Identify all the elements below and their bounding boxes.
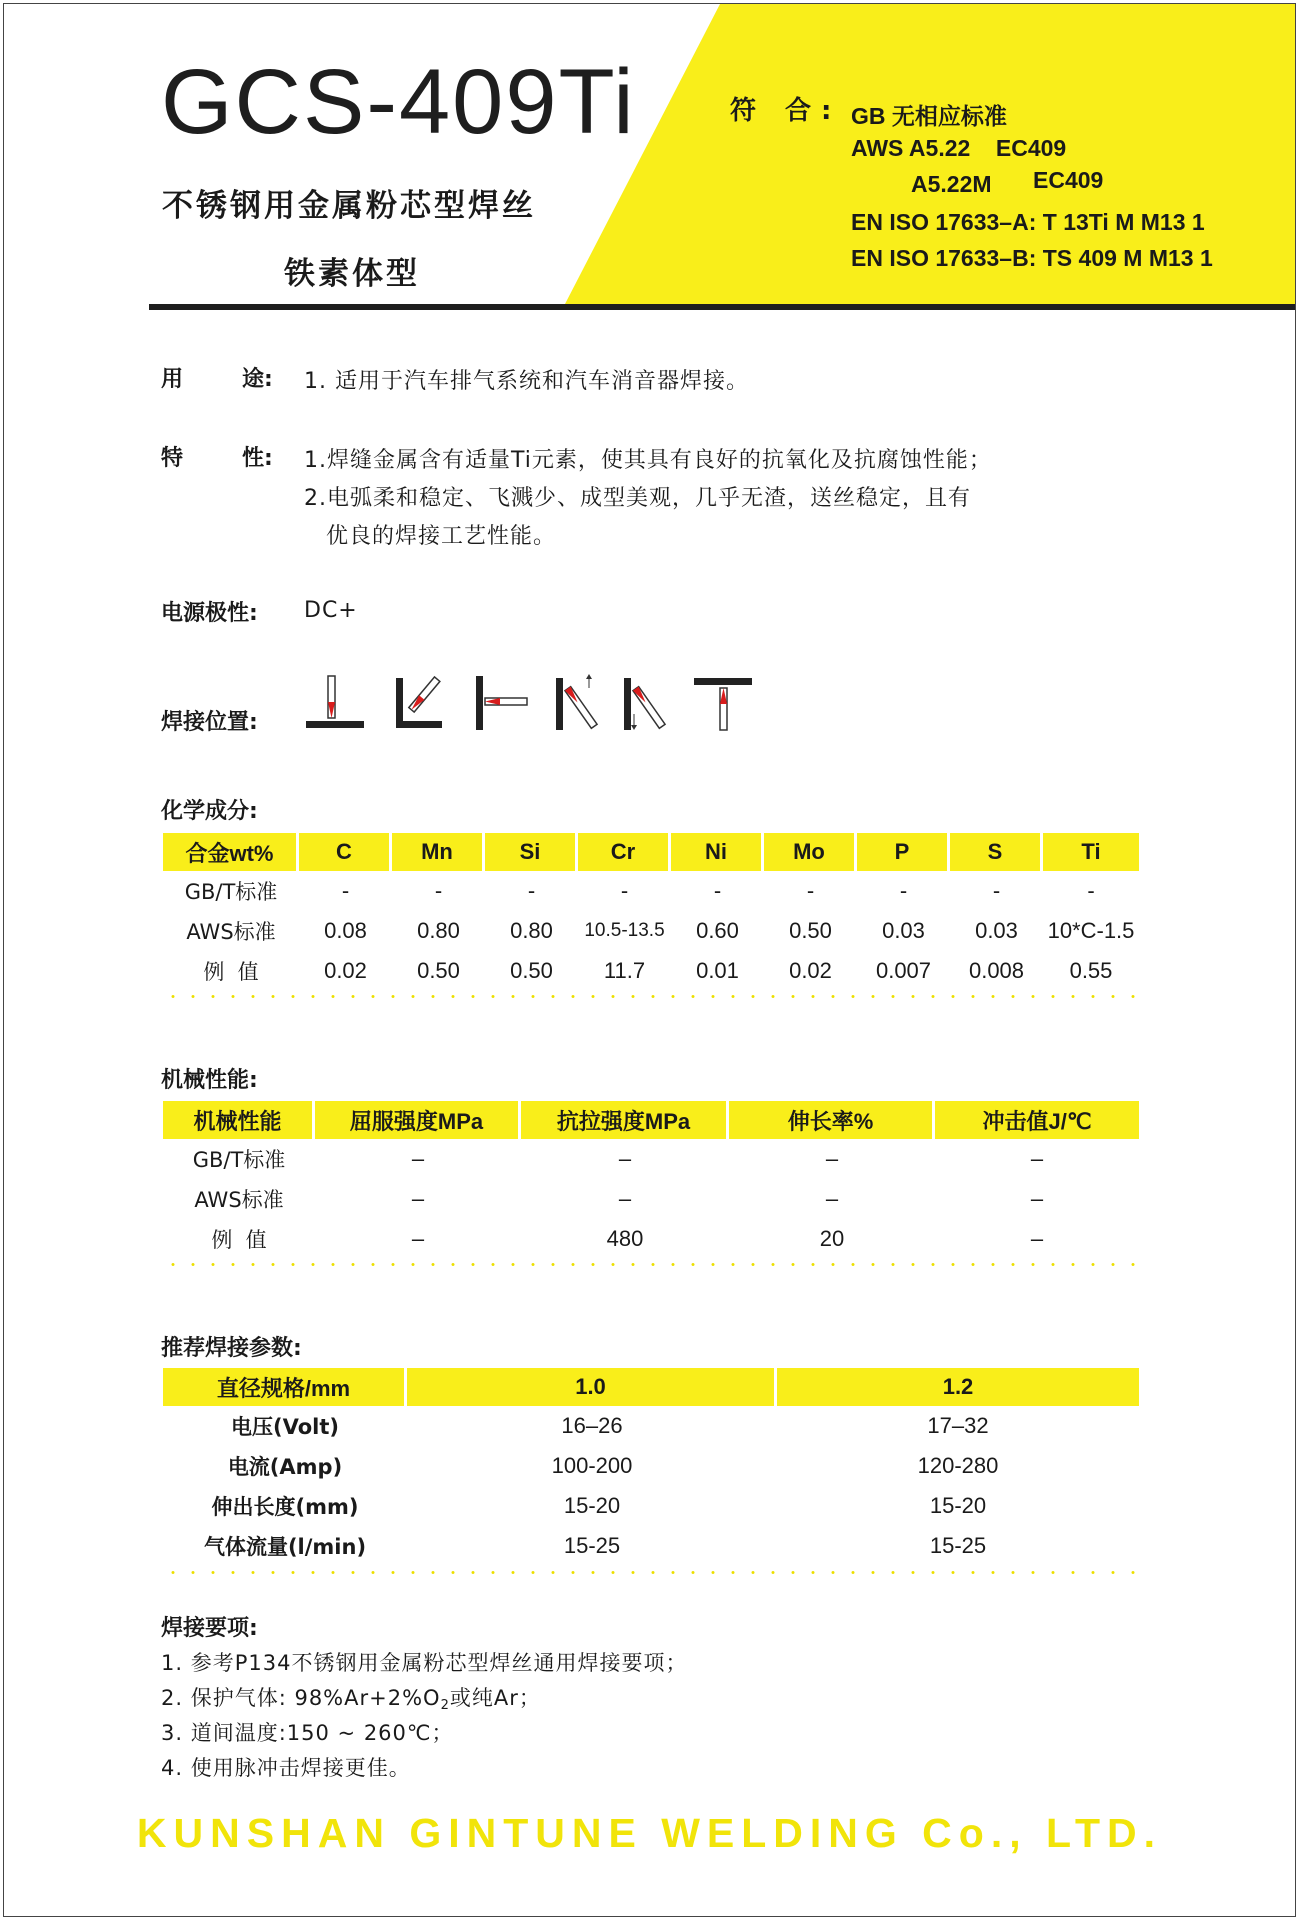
row-label: 伸出长度(mm) [211,1495,359,1519]
usage-label-b: 途: [242,367,273,392]
polarity-value: DC+ [304,598,358,623]
row-label: 电压(Volt) [231,1415,339,1439]
table-cell: – [825,1146,839,1171]
datasheet-page [3,3,1296,1917]
chemical-header-cell: P [857,833,950,871]
dotted-divider [163,1263,1139,1266]
vertical-up-icon [556,674,597,730]
dotted-divider [163,995,1139,998]
vertical-down-icon [624,678,665,730]
table-cell: 120-280 [917,1453,999,1478]
product-subtitle: 不锈钢用金属粉芯型焊丝 [162,188,536,224]
chemical-header-cell: Ni [671,833,764,871]
chemical-header-cell: C [299,833,392,871]
welding-positions-diagram [304,674,764,734]
flat-position-icon [306,676,364,728]
note-line-1: 1. 参考P134不锈钢用金属粉芯型焊丝通用焊接要项； [161,1651,688,1675]
table-cell: 0.03 [975,918,1018,943]
conform-standard-en-b: EN ISO 17633–B: TS 409 M M13 1 [851,245,1213,271]
features-label-a: 特 [161,446,184,471]
table-cell: 10*C-1.5 [1047,918,1135,943]
usage-text: 1. 适用于汽车排气系统和汽车消音器焊接。 [304,369,749,394]
table-row [163,871,1139,911]
note-line-2-tail: 或纯Ar； [449,1686,541,1710]
chemical-header-cell: Si [485,833,578,871]
table-cell: 16–26 [561,1413,623,1438]
table-cell: 0.80 [510,918,553,943]
table-row [163,1526,1139,1566]
chemical-table-header [163,833,1139,871]
params-header-cell: 1.0 [407,1368,777,1406]
row-label: 气体流量(l/min) [203,1535,367,1559]
chemical-header-cell: Mo [764,833,857,871]
table-cell: 0.50 [789,918,832,943]
table-cell: 10.5-13.5 [584,920,665,941]
chemical-header-cell: Cr [578,833,671,871]
table-cell: – [618,1186,632,1211]
table-row [163,1179,1139,1219]
table-row [163,1219,1139,1259]
row-label: GB/T标准 [192,1148,286,1172]
positions-label: 焊接位置: [161,710,258,735]
row-label: 例 值 [211,1228,267,1252]
conform-standard-aws-m-class: EC409 [1033,167,1104,193]
horizontal-fillet-icon [396,677,442,728]
mechanical-header-cell: 抗拉强度MPa [521,1101,729,1139]
features-line-3: 优良的焊接工艺性能。 [326,524,557,549]
table-cell: - [620,878,629,903]
mechanical-header-cell: 冲击值J/℃ [982,1108,1092,1134]
chemical-header-cell: Ti [1081,839,1101,864]
note-line-2 [161,1682,541,1713]
chemical-header-cell: Mn [392,833,485,871]
company-name: KUNSHAN GINTUNE WELDING Co., LTD. [136,1810,1163,1856]
conform-standard-gb: GB 无相应标准 [851,103,1007,129]
mechanical-header-cell: 屈服强度MPa [315,1101,521,1139]
table-cell: 0.60 [696,918,739,943]
table-cell: 0.50 [510,958,553,983]
row-label: 例 值 [203,960,259,984]
table-cell: 20 [819,1226,845,1251]
horizontal-position-icon [476,676,527,730]
table-cell: – [1030,1226,1044,1251]
table-cell: – [618,1146,632,1171]
table-row [163,951,1139,991]
table-cell: 0.008 [968,958,1025,983]
table-cell: 0.08 [324,918,367,943]
table-cell: – [1030,1146,1044,1171]
chemical-table [163,833,1139,991]
table-cell: – [825,1186,839,1211]
note-line-2-subscript: 2 [440,1698,450,1713]
chemical-title: 化学成分: [161,799,258,824]
table-cell: 0.55 [1069,958,1113,983]
table-cell: - [1087,878,1095,903]
params-header-cell: 直径规格/mm [163,1368,407,1406]
params-table-header [163,1368,1139,1406]
table-cell: - [899,878,908,903]
conform-standard-aws: AWS A5.22 EC409 [851,135,1067,161]
table-cell: 480 [606,1226,644,1251]
table-row [163,1139,1139,1179]
table-cell: 0.80 [417,918,460,943]
usage-label-a: 用 [161,367,184,392]
features-line-1: 1.焊缝金属含有适量Ti元素，使其具有良好的抗氧化及抗腐蚀性能； [304,448,992,473]
table-cell: 0.03 [882,918,925,943]
row-label: AWS标准 [186,920,276,944]
conform-standard-en-a: EN ISO 17633–A: T 13Ti M M13 1 [851,209,1205,235]
product-code: GCS-409Ti [161,51,636,153]
table-cell: - [341,878,350,903]
features-label-b: 性: [242,446,273,471]
row-label: GB/T标准 [184,880,278,904]
table-cell: – [411,1226,425,1251]
mechanical-table [163,1101,1139,1259]
table-row [163,1446,1139,1486]
note-line-4: 4. 使用脉冲击焊接更佳。 [161,1756,411,1780]
table-cell: 100-200 [551,1453,633,1478]
table-row [163,911,1139,951]
table-cell: 0.02 [324,958,367,983]
table-cell: 0.50 [417,958,460,983]
table-cell: 0.02 [789,958,832,983]
params-table [163,1368,1139,1566]
overhead-position-icon [694,678,752,730]
table-cell: - [434,878,443,903]
table-cell: 15-25 [563,1533,621,1558]
table-cell: - [527,878,536,903]
dotted-divider [163,1571,1139,1574]
note-line-3: 3. 道间温度:150 ~ 260℃； [161,1721,454,1745]
table-cell: 15-20 [929,1493,987,1518]
table-cell: 15-20 [563,1493,621,1518]
row-label: 电流(Amp) [227,1455,343,1479]
chemical-header-cell: 合金wt% [163,833,299,871]
table-cell: 17–32 [927,1413,989,1438]
mechanical-header-cell: 伸长率% [729,1101,935,1139]
table-cell: - [713,878,722,903]
row-label: AWS标准 [194,1188,284,1212]
polarity-label: 电源极性: [161,601,258,626]
notes-title: 焊接要项: [161,1616,258,1641]
table-cell: 15-25 [929,1533,987,1558]
table-cell: 0.007 [875,958,932,983]
table-cell: – [411,1146,425,1171]
table-cell: 11.7 [603,958,646,983]
header-divider [149,304,1296,310]
params-title: 推荐焊接参数: [161,1336,302,1361]
features-line-2: 2.电弧柔和稳定、飞溅少、成型美观，几乎无渣，送丝稳定，且有 [304,486,971,511]
note-line-2-text: 2. 保护气体: 98%Ar+2%O [161,1686,441,1710]
table-cell: – [1030,1186,1044,1211]
conform-label: 符 合: [730,96,842,126]
chemical-header-cell: S [950,833,1043,871]
conform-standard-aws-m: A5.22M [911,171,992,197]
table-cell: – [411,1186,425,1211]
params-header-cell: 1.2 [942,1374,974,1399]
table-row [163,1486,1139,1526]
table-cell: - [806,878,815,903]
product-type: 铁素体型 [284,256,420,292]
mechanical-title: 机械性能: [161,1068,258,1093]
table-cell: 0.01 [696,958,739,983]
mechanical-table-header [163,1101,1139,1139]
table-cell: - [992,878,1001,903]
mechanical-header-cell: 机械性能 [163,1101,315,1139]
table-row [163,1406,1139,1446]
